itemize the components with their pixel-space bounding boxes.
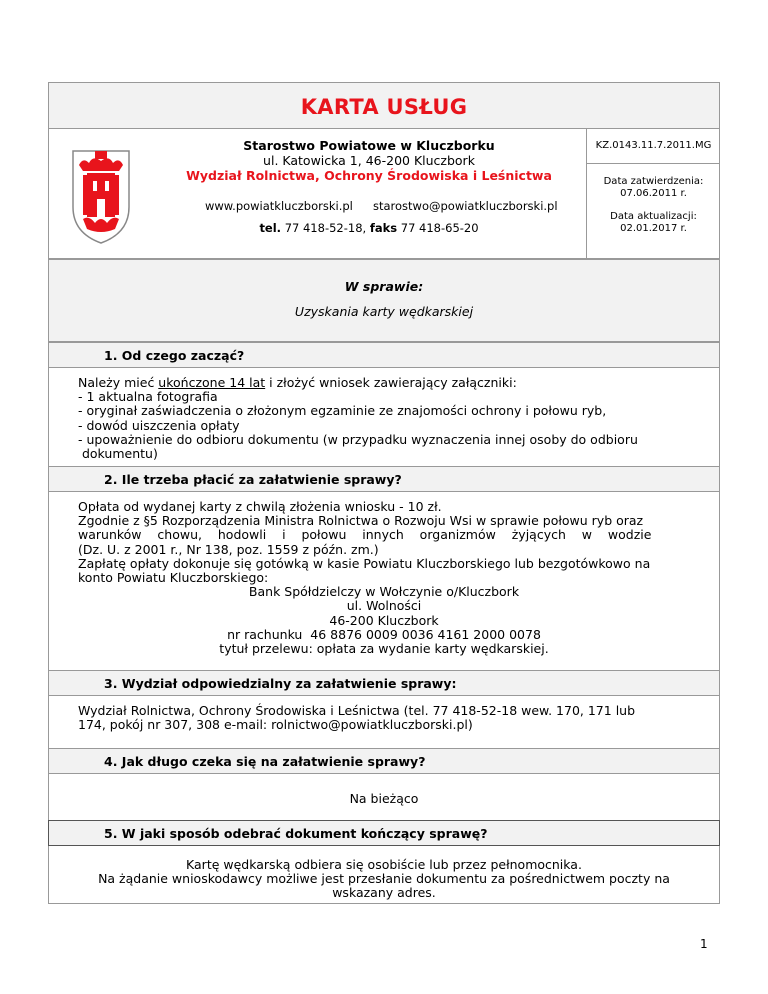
regulation-line: Zgodnie z §5 Rozporządzenia Ministra Rolnictwa o Rozwoju Wsi w sprawie połowu ryb oraz	[78, 513, 644, 529]
section-1-frame	[48, 368, 720, 466]
pickup-line-3: wskazany adres.	[332, 885, 436, 901]
transfer-title: tytuł przelewu: opłata za wydanie karty wędkarskiej.	[219, 641, 549, 657]
document-meta	[586, 129, 720, 258]
section-5-heading: 5. W jaki sposób odebrać dokument kończący sprawę?	[48, 820, 720, 846]
section-3-heading: 3. Wydział odpowiedzialny za załatwienie sprawy:	[48, 670, 720, 696]
tel-label: tel.	[259, 221, 282, 235]
fax-number: 77 418-65-20	[400, 221, 479, 235]
fee-line: Opłata od wydanej karty z chwilą złożenia wniosku - 10 zł.	[78, 499, 442, 514]
list-item: - 1 aktualna fotografia	[78, 389, 218, 405]
subject-value: Uzyskania karty wędkarskiej	[294, 304, 474, 319]
header-box	[48, 128, 720, 259]
payment-line-2: konto Powiatu Kluczborskiego:	[78, 570, 269, 586]
subject-box	[48, 259, 720, 342]
bank-account: nr rachunku 46 8876 0009 0036 4161 2000 0078	[227, 626, 541, 642]
approval-label: Data zatwierdzenia:	[603, 176, 704, 187]
bank-city: 46-200 Kluczbork	[329, 612, 439, 628]
website-link[interactable]: www.powiatkluczborski.pl	[205, 199, 353, 213]
department-contact-2: 174, pokój nr 307, 308 e-mail: rolnictwo@powiatkluczborski.pl)	[78, 717, 473, 733]
office-address: ul. Katowicka 1, 46-200 Kluczbork	[263, 153, 475, 168]
update-date: 02.01.2017 r.	[620, 223, 687, 234]
pickup-line-2: Na żądanie wnioskodawcy możliwe jest przesłanie dokumentu za pośrednictwem poczty na	[98, 871, 670, 887]
section-4-heading: 4. Jak długo czeka się na załatwienie sprawy?	[48, 748, 720, 774]
section-3-frame	[48, 696, 720, 748]
phone-line	[159, 221, 579, 235]
page-title: KARTA USŁUG	[300, 95, 468, 119]
email-link[interactable]: starostwo@powiatkluczborski.pl	[373, 199, 558, 213]
office-name: Starostwo Powiatowe w Kluczborku	[243, 138, 495, 153]
department-contact: Wydział Rolnictwa, Ochrony Środowiska i Leśnictwa (tel. 77 418-52-18 wew. 170, 171 lub	[78, 703, 636, 718]
section-2-heading: 2. Ile trzeba płacić za załatwienie sprawy?	[48, 466, 720, 492]
office-info	[159, 138, 579, 183]
regulation-line-2: warunków chowu, hodowli i połowu innych organizmów żyjących w wodzie	[78, 528, 652, 543]
journal-reference: (Dz. U. z 2001 r., Nr 138, poz. 1559 z późn. zm.)	[78, 541, 379, 557]
list-item: - dowód uiszczenia opłaty	[78, 417, 240, 433]
title-bar	[48, 82, 720, 128]
age-requirement: ukończone 14 lat	[158, 375, 266, 390]
page-number: 1	[700, 937, 708, 951]
list-item: - upoważnienie do odbioru dokumentu (w przypadku wyznaczenia innej osoby do odbioru	[78, 431, 638, 447]
section-2-frame	[48, 492, 720, 670]
section-1-heading: 1. Od czego zacząć?	[48, 342, 720, 368]
intro-before: Należy mieć	[78, 375, 159, 390]
intro-after: i złożyć wniosek zawierający załączniki:	[265, 375, 517, 390]
pickup-line: Kartę wędkarską odbiera się osobiście lub przez pełnomocnika.	[186, 857, 582, 872]
processing-time: Na bieżąco	[349, 791, 419, 806]
fax-label: faks	[369, 221, 398, 235]
section-4-frame	[48, 774, 720, 820]
approval-date: 07.06.2011 r.	[620, 188, 687, 199]
department-name: Wydział Rolnictwa, Ochrony Środowiska i Leśnictwa	[186, 168, 552, 183]
update-label: Data aktualizacji:	[610, 211, 697, 222]
section-5-frame	[48, 846, 720, 904]
reference-number: KZ.0143.11.7.2011.MG	[587, 129, 720, 164]
bank-name: Bank Spółdzielczy w Wołczynie o/Kluczbork	[248, 584, 520, 600]
subject-label: W sprawie:	[344, 279, 424, 294]
payment-line: Zapłatę opłaty dokonuje się gotówką w kasie Powiatu Kluczborskiego lub bezgotówkowo na	[78, 555, 651, 571]
coat-of-arms-icon	[71, 145, 131, 245]
list-item: - oryginał zaświadczenia o złożonym egzaminie ze znajomości ochrony i połowu ryb,	[78, 403, 607, 419]
bank-street: ul. Wolności	[346, 598, 422, 614]
tel-number: 77 418-52-18,	[284, 221, 367, 235]
list-item: dokumentu)	[78, 446, 158, 462]
